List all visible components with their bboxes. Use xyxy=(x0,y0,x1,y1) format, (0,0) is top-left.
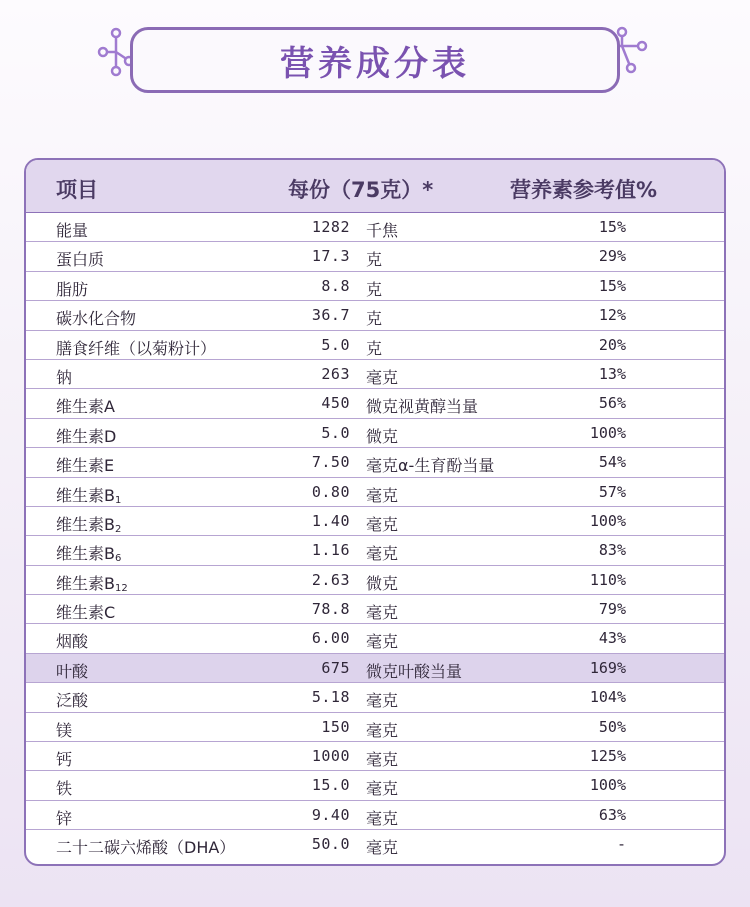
nutrient-name xyxy=(56,394,115,417)
nutrient-name xyxy=(56,453,114,476)
nutrient-name-text: 维生素A xyxy=(56,397,115,417)
table-body xyxy=(26,213,724,860)
nutrient-nrv: 169% xyxy=(589,658,626,677)
table-row xyxy=(26,683,724,712)
nutrient-name-text: 能量 xyxy=(56,221,89,240)
table-row xyxy=(26,771,724,800)
nutrient-unit: 克 xyxy=(366,338,383,358)
nutrient-value: 1000 xyxy=(311,747,350,766)
nutrient-nrv: 100% xyxy=(589,423,626,442)
nutrient-nrv: - xyxy=(616,835,626,854)
nutrient-value: 5.0 xyxy=(321,335,350,354)
nutrient-value: 8.8 xyxy=(321,276,350,295)
table-row xyxy=(26,478,724,507)
nutrient-nrv: 20% xyxy=(598,335,626,354)
nutrient-nrv: 56% xyxy=(598,394,626,413)
nutrient-name xyxy=(56,277,88,300)
nutrient-unit: 毫克 xyxy=(366,838,399,858)
nutrient-unit: 克 xyxy=(366,279,383,299)
nutrient-name-text: 泛酸 xyxy=(56,691,89,711)
nutrient-name xyxy=(56,600,115,623)
nutrient-unit: 毫克 xyxy=(366,544,399,564)
nutrient-value: 0.80 xyxy=(311,482,350,501)
nutrient-subscript: 6 xyxy=(114,553,122,565)
nutrient-name xyxy=(56,512,121,535)
nutrient-name xyxy=(56,424,116,447)
nutrient-name-text: 二十二碳六烯酸（DHA） xyxy=(56,838,236,858)
table-row xyxy=(26,566,724,595)
table-row xyxy=(26,654,724,683)
nutrient-subscript: 12 xyxy=(114,582,128,594)
table-row xyxy=(26,536,724,565)
nutrient-name xyxy=(56,571,128,594)
nutrient-name-text: 维生素B xyxy=(56,485,115,505)
nutrient-value: 150 xyxy=(321,717,350,736)
title-banner xyxy=(130,27,620,93)
nutrient-name xyxy=(56,483,121,506)
nutrient-name-text: 锌 xyxy=(56,808,73,828)
nutrient-nrv: 50% xyxy=(598,717,626,736)
table-row xyxy=(26,213,724,242)
nutrient-nrv: 79% xyxy=(598,600,626,619)
nutrient-nrv: 110% xyxy=(589,570,626,589)
nutrient-unit: 毫克 xyxy=(366,750,399,770)
header-per-serving: 每份（75克）* xyxy=(288,178,434,202)
nutrient-name xyxy=(56,835,235,858)
nutrient-name-text: 叶酸 xyxy=(56,661,89,681)
table-row xyxy=(26,242,724,271)
table-row xyxy=(26,595,724,624)
nutrient-value: 17.3 xyxy=(311,247,350,266)
table-row xyxy=(26,360,724,389)
nutrient-value: 50.0 xyxy=(311,835,350,854)
table-row xyxy=(26,742,724,771)
nutrient-unit: 毫克 xyxy=(366,367,399,387)
nutrient-name-text: 钠 xyxy=(56,367,73,387)
nutrient-name-text: 维生素C xyxy=(56,603,116,623)
nutrient-unit: 克 xyxy=(366,309,383,329)
nutrient-unit: 毫克 xyxy=(366,720,399,740)
nutrient-value: 2.63 xyxy=(311,570,350,589)
nutrient-name-text: 蛋白质 xyxy=(56,250,105,270)
nutrient-name-text: 脂肪 xyxy=(56,279,89,299)
nutrient-value: 5.0 xyxy=(321,423,350,442)
nutrient-unit: 毫克α-生育酚当量 xyxy=(366,456,495,476)
table-row xyxy=(26,272,724,301)
nutrient-name-text: 镁 xyxy=(56,720,73,740)
table-row xyxy=(26,830,724,859)
nutrient-nrv: 104% xyxy=(589,688,626,707)
nutrient-name xyxy=(56,806,72,829)
nutrient-name xyxy=(56,747,72,770)
nutrient-name-text: 维生素B xyxy=(56,573,115,593)
nutrient-unit: 微克 xyxy=(366,573,399,593)
nutrient-unit: 毫克 xyxy=(366,779,399,799)
nutrient-unit: 毫克 xyxy=(366,632,399,652)
nutrient-name xyxy=(56,365,72,388)
nutrient-name xyxy=(56,718,72,741)
nutrient-nrv: 15% xyxy=(598,218,626,236)
nutrition-table xyxy=(24,158,726,866)
header-item: 项目 xyxy=(56,178,98,202)
nutrient-value: 9.40 xyxy=(311,805,350,824)
table-row xyxy=(26,419,724,448)
nutrient-name-text: 维生素E xyxy=(56,456,115,476)
table-row xyxy=(26,801,724,830)
nutrient-value: 7.50 xyxy=(311,453,350,472)
nutrient-value: 6.00 xyxy=(311,629,350,648)
nutrient-unit: 微克 xyxy=(366,426,399,446)
nutrient-nrv: 83% xyxy=(598,541,626,560)
nutrient-unit: 克 xyxy=(366,250,383,270)
nutrient-name xyxy=(56,776,72,799)
nutrient-unit: 千焦 xyxy=(366,221,399,240)
table-row xyxy=(26,624,724,653)
nutrient-value: 78.8 xyxy=(311,600,350,619)
nutrient-nrv: 100% xyxy=(589,511,626,530)
nutrient-value: 5.18 xyxy=(311,688,350,707)
nutrient-name xyxy=(56,688,88,711)
nutrient-nrv: 63% xyxy=(598,805,626,824)
page-title: 营养成分表 xyxy=(280,43,470,84)
nutrient-name-text: 烟酸 xyxy=(56,632,89,652)
nutrient-name-text: 维生素B xyxy=(56,514,115,534)
nutrient-value: 1.16 xyxy=(311,541,350,560)
nutrient-value: 36.7 xyxy=(311,306,350,325)
nutrient-unit: 微克视黄醇当量 xyxy=(366,397,479,417)
nutrient-value: 450 xyxy=(321,394,350,413)
nutrient-name-text: 铁 xyxy=(56,779,73,799)
nutrient-value: 1.40 xyxy=(311,511,350,530)
nutrient-value: 1282 xyxy=(311,218,350,236)
nutrient-nrv: 43% xyxy=(598,629,626,648)
nutrient-name-text: 维生素D xyxy=(56,426,117,446)
nutrient-name-text: 膳食纤维（以菊粉计） xyxy=(56,338,217,358)
table-row xyxy=(26,301,724,330)
nutrient-subscript: 2 xyxy=(114,523,122,535)
nutrient-nrv: 12% xyxy=(598,306,626,325)
nutrient-name xyxy=(56,659,88,682)
header-nrv: 营养素参考值% xyxy=(510,178,658,202)
table-row xyxy=(26,713,724,742)
nutrient-value: 263 xyxy=(321,364,350,383)
nutrient-nrv: 15% xyxy=(598,276,626,295)
nutrient-name xyxy=(56,247,104,270)
nutrient-name xyxy=(56,629,88,652)
nutrient-value: 675 xyxy=(321,658,350,677)
nutrient-unit: 毫克 xyxy=(366,603,399,623)
nutrient-unit: 毫克 xyxy=(366,485,399,505)
nutrient-name xyxy=(56,541,121,564)
nutrient-nrv: 57% xyxy=(598,482,626,501)
nutrient-nrv: 54% xyxy=(598,453,626,472)
nutrient-name xyxy=(56,306,136,329)
nutrient-nrv: 13% xyxy=(598,364,626,383)
nutrient-name xyxy=(56,336,216,359)
nutrient-name xyxy=(56,218,88,241)
nutrient-nrv: 29% xyxy=(598,247,626,266)
nutrient-subscript: 1 xyxy=(114,494,122,506)
table-row xyxy=(26,448,724,477)
table-header xyxy=(26,160,724,213)
table-row xyxy=(26,507,724,536)
nutrient-nrv: 125% xyxy=(589,747,626,766)
nutrient-name-text: 维生素B xyxy=(56,544,115,564)
table-row xyxy=(26,331,724,360)
nutrient-value: 15.0 xyxy=(311,776,350,795)
nutrient-unit: 微克叶酸当量 xyxy=(366,661,463,681)
nutrient-name-text: 碳水化合物 xyxy=(56,309,137,329)
nutrient-unit: 毫克 xyxy=(366,514,399,534)
nutrient-unit: 毫克 xyxy=(366,691,399,711)
table-row xyxy=(26,389,724,418)
nutrient-unit: 毫克 xyxy=(366,808,399,828)
nutrient-nrv: 100% xyxy=(589,776,626,795)
nutrient-name-text: 钙 xyxy=(56,750,73,770)
